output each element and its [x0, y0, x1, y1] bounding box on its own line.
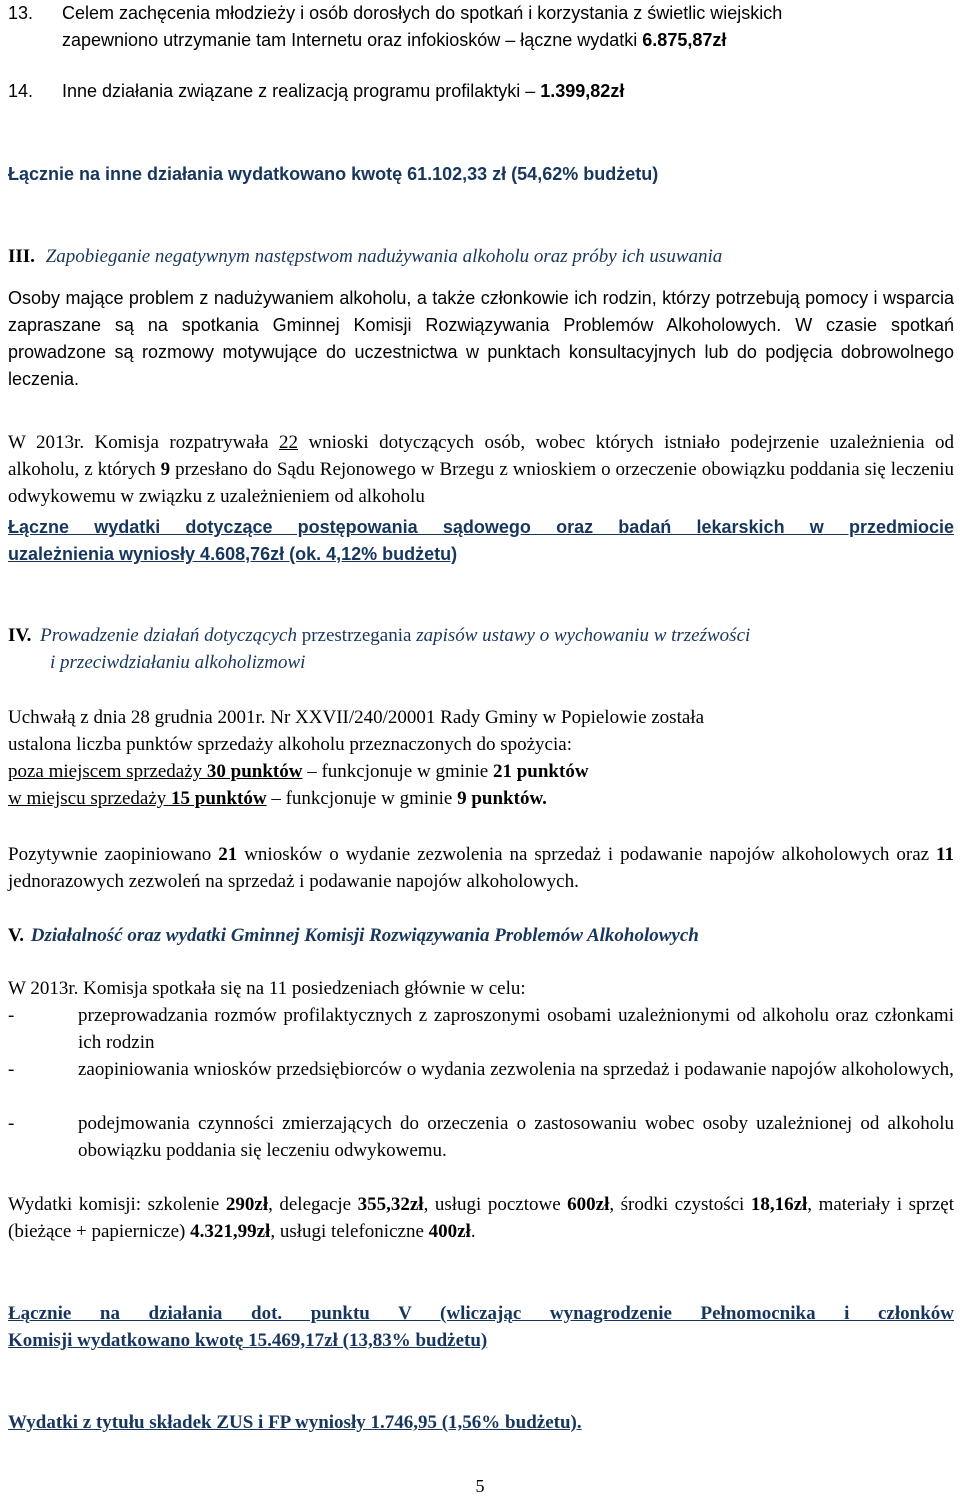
points-label: – funkcjonuje w gminie — [266, 788, 458, 809]
points-active: 21 punktów — [492, 761, 589, 782]
points-row-on-premises — [8, 785, 954, 812]
item-text: Celem zachęcenia młodzieży i osób dorosłych do spotkań i korzystania z świetlic wiejskich — [62, 3, 783, 23]
paragraph-text: , materiały i sprzęt (bieżące + papiernicze) — [8, 1194, 954, 1242]
paragraph-text: Wydatki komisji: szkolenie — [8, 1194, 226, 1215]
paragraph-text: , środki czystości — [609, 1194, 751, 1215]
amount: 18,16zł — [750, 1194, 808, 1215]
paragraph-text: Pozytywnie zaopiniowano — [8, 844, 219, 865]
section-5-heading — [8, 922, 954, 949]
list-item-text: podejmowania czynności zmierzających do orzeczenia o zastosowaniu wobec osoby uzależnionej od alkoholu obowiązku poddania się leczeniu odwykowemu. — [78, 1113, 954, 1161]
paragraph-text: ustalona liczba punktów sprzedaży alkoholu przeznaczonych do spożycia: — [8, 734, 572, 755]
count: 11 — [936, 844, 954, 865]
item-number: 13. — [8, 3, 34, 23]
amount: 600zł — [567, 1194, 610, 1215]
section-title: Zapobieganie negatywnym następstwom nadużywania alkoholu oraz próby ich usuwania — [45, 246, 723, 267]
paragraph-text: W czasie spotkań prowadzone są rozmowy motywujące do uczestnictwa w punktach konsultacyjnych lub do podjęcia dobrowolnego leczenia. — [8, 315, 954, 389]
summary-line: Łączne wydatki dotyczące postępowania sądowego oraz badań lekarskich w przedmiocie — [8, 517, 954, 537]
section-5-intro: W 2013r. Komisja spotkała się na 11 posiedzeniach głównie w celu: — [8, 978, 526, 999]
list-item-text: zaopiniowania wniosków przedsiębiorców o wydania zezwolenia na sprzedaż i podawanie napojów alkoholowych, — [78, 1059, 954, 1080]
section-numeral: IV. — [8, 625, 32, 646]
dash-bullet: - — [8, 1113, 15, 1134]
page-number: 5 — [475, 1476, 485, 1496]
section-3-paragraph-2 — [8, 429, 954, 510]
section-3-paragraph — [8, 285, 954, 393]
section-title: Działalność oraz wydatki Gminnej Komisji Rozwiązywania Problemów Alkoholowych — [30, 925, 699, 946]
list-item — [8, 1056, 954, 1083]
amount: 400zł — [428, 1221, 471, 1242]
section-title: przestrzegania — [296, 625, 417, 646]
amount: 6.875,87zł — [642, 30, 727, 50]
item-number: 14. — [8, 81, 34, 101]
section-4-heading — [8, 622, 954, 676]
amount: 4.321,99zł — [190, 1221, 271, 1242]
paragraph-text: wnioski dotyczących osób, wobec których istniało podejrzenie uzależnienia od alkoholu, z których — [8, 432, 954, 480]
points-row-off-premises — [8, 758, 954, 785]
section-3-summary — [8, 514, 954, 568]
paragraph-text: W 2013r. Komisja rozpatrywała — [8, 432, 279, 453]
points-active: 9 punktów. — [457, 788, 547, 809]
paragraph-text: , delegacje — [268, 1194, 358, 1215]
amount: 290zł — [225, 1194, 269, 1215]
list-item-text: przeprowadzania rozmów profilaktycznych z zaproszonymi osobami uzależnionymi od alkoholu oraz członkami ich rodzin — [78, 1005, 954, 1053]
section-4-paragraph-2 — [8, 841, 954, 895]
section-4-paragraph — [8, 704, 954, 812]
section-3-heading — [8, 243, 954, 270]
paragraph-text: , usługi pocztowe — [423, 1194, 568, 1215]
item-text: Inne działania związane z realizacją programu profilaktyki – — [62, 81, 541, 101]
item-text: zapewniono utrzymanie tam Internetu oraz infokiosków – łączne wydatki — [62, 30, 643, 50]
list-item — [8, 1002, 954, 1056]
list-item-13 — [8, 0, 954, 54]
dash-bullet: - — [8, 1059, 15, 1080]
section-title: Prowadzenie działań dotyczących — [40, 625, 297, 646]
points-label: w miejscu sprzedaży — [8, 788, 172, 809]
paragraph-text: , usługi telefoniczne — [270, 1221, 429, 1242]
section-title: zapisów ustawy o wychowaniu w trzeźwości — [416, 625, 751, 646]
paragraph-text: Uchwałą z dnia 28 grudnia 2001r. Nr XXVII/240/20001 Rady Gminy w Popielowie została — [8, 707, 705, 728]
points-label: – funkcjonuje w gminie — [302, 761, 493, 782]
count: 22 — [279, 432, 298, 453]
count: 9 — [160, 459, 171, 480]
section-numeral: V. — [8, 925, 25, 946]
points-limit: 30 punktów — [206, 761, 303, 782]
section-5-expenses — [8, 1191, 954, 1245]
points-label: poza miejscem sprzedaży — [8, 761, 207, 782]
summary-line: uzależnienia wyniosły 4.608,76zł (ok. 4,12% budżetu) — [8, 544, 458, 564]
paragraph-text: . — [470, 1221, 476, 1242]
section-5-summary — [8, 1300, 954, 1354]
list-item — [8, 1110, 954, 1164]
amount: 355,32zł — [357, 1194, 424, 1215]
points-limit: 15 punktów — [171, 788, 267, 809]
summary-line: Komisji wydatkowano kwotę 15.469,17zł (13,83% budżetu) — [8, 1330, 488, 1351]
paragraph-text: jednorazowych zezwoleń na sprzedaż i podawanie napojów alkoholowych. — [8, 871, 579, 892]
paragraph-text: Osoby mające problem z nadużywaniem alkoholu, a także członkowie ich rodzin, którzy potrzebują pomocy i wsparcia zapraszane są na spotkania Gminnej Komisji Rozwiązywania Problemów Alkoholowych. — [8, 288, 954, 335]
amount: 1.399,82zł — [540, 81, 625, 101]
paragraph-text: przesłano do Sądu Rejonowego w Brzegu z wnioskiem o orzeczenie obowiązku poddania się leczeniu odwykowemu w związku z uzależnieniem od alkoholu — [8, 459, 955, 507]
section-numeral: III. — [8, 246, 35, 267]
summary-line: Łącznie na działania dot. punktu V (wliczając wynagrodzenie Pełnomocnika i członków — [8, 1303, 954, 1324]
zus-summary: Wydatki z tytułu składek ZUS i FP wyniosły 1.746,95 (1,56% budżetu). — [8, 1412, 582, 1433]
summary-other-actions: Łącznie na inne działania wydatkowano kwotę 61.102,33 zł (54,62% budżetu) — [8, 164, 659, 184]
section-title: i przeciwdziałaniu alkoholizmowi — [50, 652, 306, 673]
count: 21 — [218, 844, 238, 865]
paragraph-text: wniosków o wydanie zezwolenia na sprzedaż i podawanie napojów alkoholowych oraz — [237, 844, 937, 865]
dash-bullet: - — [8, 1005, 15, 1026]
list-item-14 — [8, 78, 954, 105]
